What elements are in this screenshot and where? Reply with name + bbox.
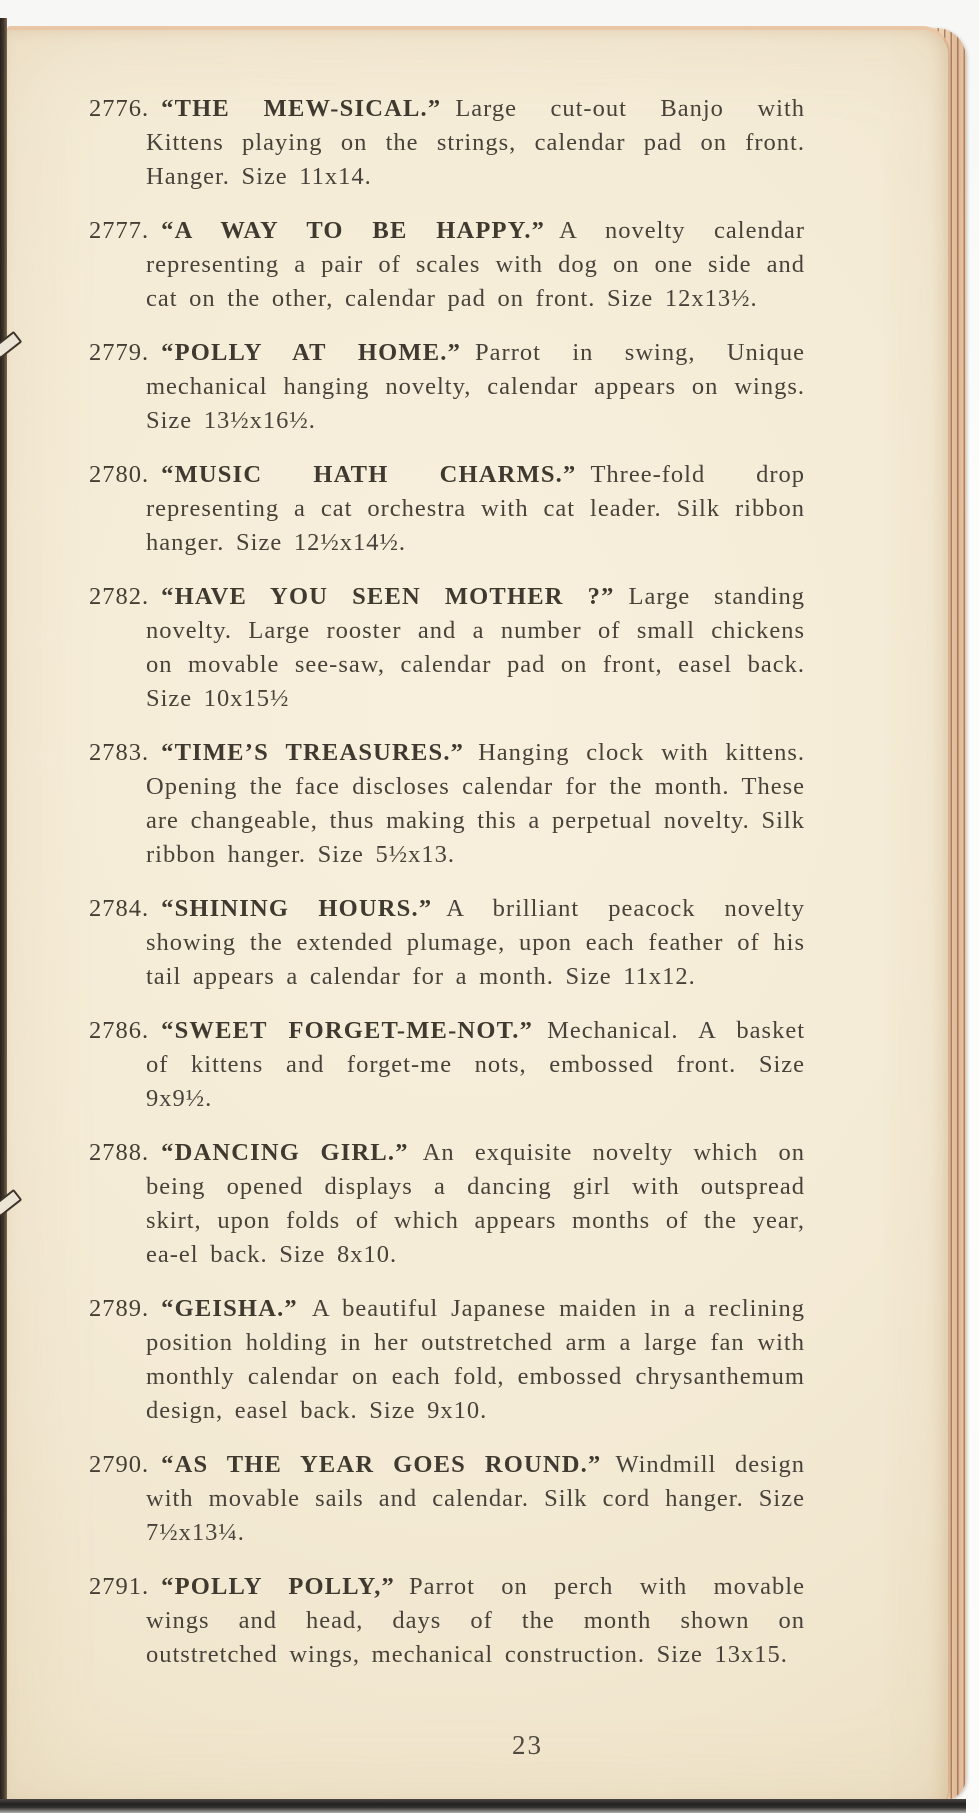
catalog-entry bbox=[89, 1448, 805, 1550]
entry-title: “SWEET FORGET-ME-NOT.” bbox=[161, 1017, 534, 1044]
catalog-entry bbox=[89, 458, 805, 560]
entry-title: “THE MEW-SICAL.” bbox=[161, 95, 442, 122]
entry-body: Hanging clock with kittens. Opening the face discloses calendar for the month. These are changeable, thus making this a perpetual novelty. Silk ribbon hanger. Size 5½x13. bbox=[146, 739, 805, 868]
entry-number: 2788. bbox=[89, 1139, 150, 1166]
entry-body: An exquisite novelty which on being opened displays a dancing girl with outspread skirt, upon folds of which appears months of the year, ea-el back. Size 8x10. bbox=[146, 1139, 805, 1268]
entry-title: “HAVE YOU SEEN MOTHER ?” bbox=[161, 583, 615, 610]
binding-edge bbox=[0, 18, 7, 1806]
entry-list bbox=[89, 92, 805, 1692]
entry-body: Large standing novelty. Large rooster and a number of small chickens on movable see-saw, calendar pad on front, easel back. Size 10x15½ bbox=[146, 583, 806, 712]
entry-body: Parrot in swing, Unique mechanical hanging novelty, calendar appears on wings. Size 13½x16½. bbox=[146, 339, 805, 434]
catalog-entry bbox=[89, 1570, 805, 1672]
entry-number: 2783. bbox=[89, 739, 150, 766]
entry-title: “GEISHA.” bbox=[161, 1295, 298, 1322]
entry-title: “POLLY POLLY,” bbox=[161, 1573, 396, 1600]
page-number: 23 bbox=[512, 1730, 543, 1760]
entry-title: “MUSIC HATH CHARMS.” bbox=[161, 461, 577, 488]
entry-number: 2790. bbox=[89, 1451, 150, 1478]
catalog-page bbox=[7, 26, 950, 1806]
catalog-entry bbox=[89, 1136, 805, 1272]
entry-title: “AS THE YEAR GOES ROUND.” bbox=[161, 1451, 602, 1478]
catalog-entry bbox=[89, 1014, 805, 1116]
entry-number: 2780. bbox=[89, 461, 150, 488]
catalog-entry bbox=[89, 736, 805, 872]
entry-number: 2786. bbox=[89, 1017, 150, 1044]
catalog-entry bbox=[89, 92, 805, 194]
entry-body: Parrot on perch with movable wings and head, days of the month shown on outstretched wings, mechanical construction. Size 13x15. bbox=[146, 1573, 805, 1668]
entry-number: 2779. bbox=[89, 339, 150, 366]
catalog-entry bbox=[89, 580, 805, 716]
entry-body: A brilliant peacock novelty showing the extended plumage, upon each feather of his tail appears a calendar for a month. Size 11x12. bbox=[146, 895, 805, 990]
entry-title: “DANCING GIRL.” bbox=[161, 1139, 409, 1166]
catalog-entry bbox=[89, 336, 805, 438]
entry-title: “A WAY TO BE HAPPY.” bbox=[161, 217, 546, 244]
entry-number: 2776. bbox=[89, 95, 150, 122]
entry-body: Windmill design with movable sails and calendar. Silk cord hanger. Size 7½x13¼. bbox=[146, 1451, 805, 1546]
catalog-entry bbox=[89, 892, 805, 994]
catalog-entry bbox=[89, 1292, 805, 1428]
entry-body: Mechanical. A basket of kittens and forget-me nots, embossed front. Size 9x9½. bbox=[146, 1017, 805, 1112]
entry-number: 2782. bbox=[89, 583, 150, 610]
scanner-bottom-strip bbox=[0, 1799, 966, 1813]
entry-number: 2784. bbox=[89, 895, 150, 922]
entry-number: 2777. bbox=[89, 217, 150, 244]
entry-number: 2789. bbox=[89, 1295, 150, 1322]
entry-title: “TIME’S TREASURES.” bbox=[161, 739, 465, 766]
entry-title: “SHINING HOURS.” bbox=[161, 895, 433, 922]
entry-body: Three-fold drop representing a cat orchestra with cat leader. Silk ribbon hanger. Size 12½x14½. bbox=[146, 461, 806, 556]
entry-title: “POLLY AT HOME.” bbox=[161, 339, 462, 366]
entry-number: 2791. bbox=[89, 1573, 150, 1600]
entry-body: Large cut-out Banjo with Kittens playing on the strings, calendar pad on front. Hanger. Size 11x14. bbox=[146, 95, 806, 190]
entry-body: A novelty calendar representing a pair of scales with dog on one side and cat on the other, calendar pad on front. Size 12x13½. bbox=[146, 217, 806, 312]
entry-body: A beautiful Japanese maiden in a reclining position holding in her outstretched arm a large fan with monthly calendar on each fold, embossed chrysanthemum design, easel back. Size 9x10. bbox=[146, 1295, 805, 1424]
catalog-entry bbox=[89, 214, 805, 316]
